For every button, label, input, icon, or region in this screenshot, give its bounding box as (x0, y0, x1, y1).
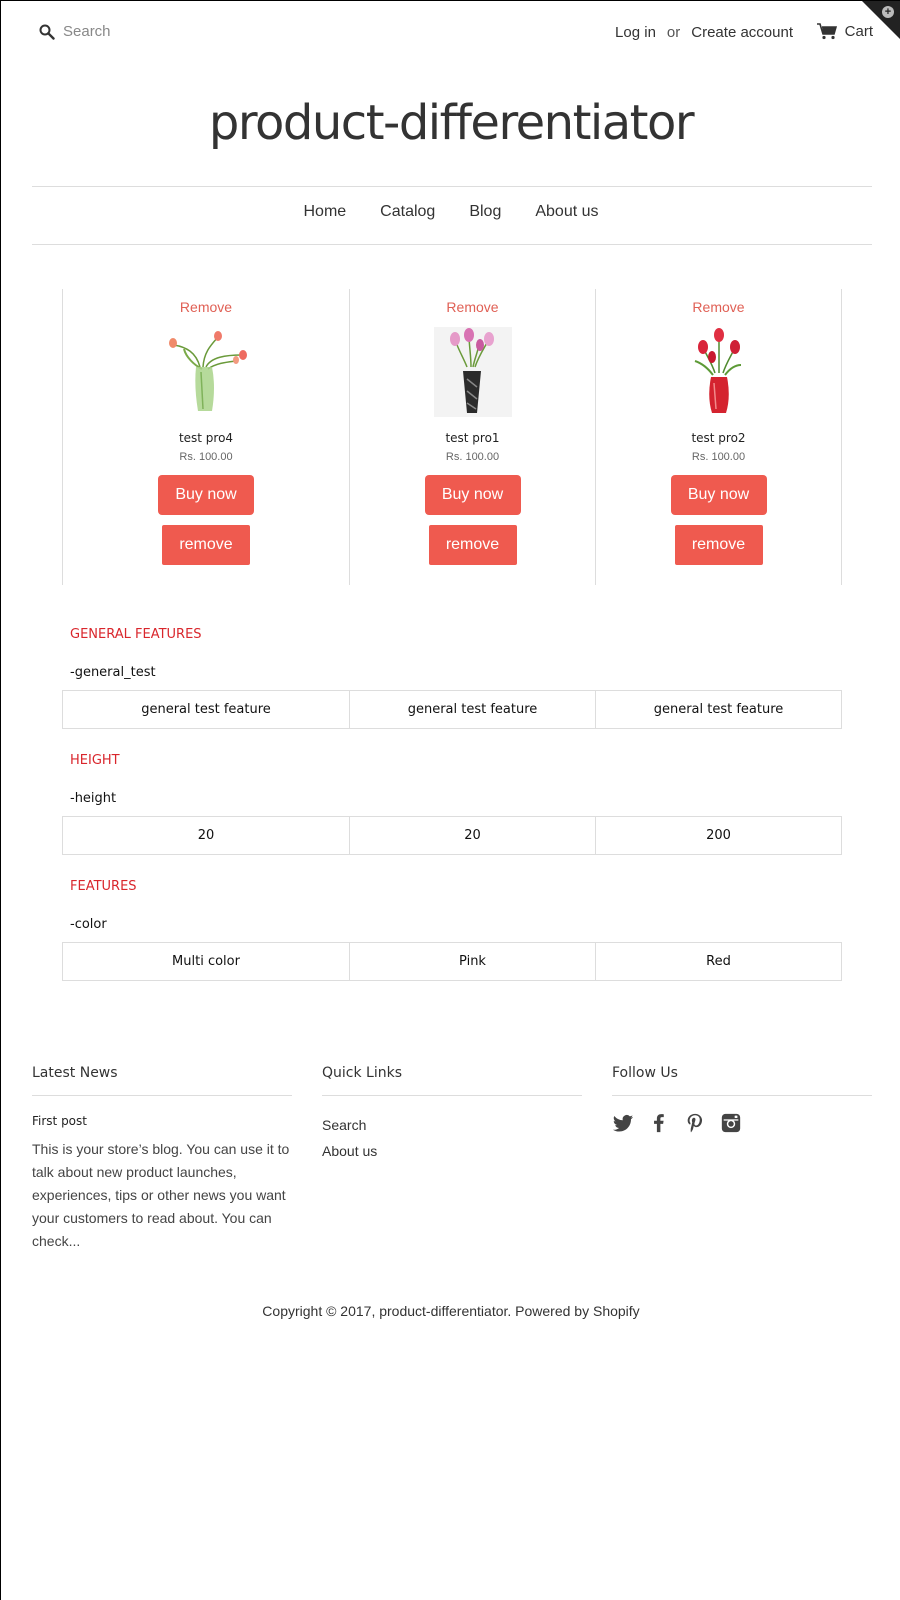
remove-link[interactable]: Remove (446, 299, 499, 315)
cart-link[interactable] (817, 23, 873, 40)
pinterest-icon[interactable] (684, 1112, 706, 1134)
nav-bottom-divider (32, 244, 872, 245)
product-image-tulips-black-vase[interactable] (423, 327, 523, 417)
quick-links-list (322, 1112, 582, 1164)
nav-item-blog[interactable]: Blog (469, 203, 502, 220)
social-icons (612, 1112, 872, 1134)
footer-heading: Follow Us (612, 1065, 872, 1096)
nav-top-divider (32, 186, 872, 187)
remove-link[interactable]: Remove (179, 299, 233, 315)
admin-bar-toggle-icon[interactable]: + (882, 6, 894, 18)
search-input[interactable] (63, 23, 263, 40)
product-image-tulips-green-vase[interactable] (156, 327, 256, 417)
feature-name: -height (70, 791, 117, 806)
blog-post-excerpt: This is your store’s blog. You can use it to talk about new product launches, experiences, tips or other news you want your customers to read about. You can check... (32, 1141, 290, 1249)
feature-row (62, 816, 842, 855)
feature-row (62, 690, 842, 729)
remove-button[interactable]: remove (429, 525, 517, 565)
facebook-icon[interactable] (648, 1112, 670, 1134)
account-links (615, 24, 793, 41)
cart-icon (817, 23, 837, 40)
cart-label: Cart (844, 23, 873, 40)
feature-value: general test feature (349, 691, 595, 728)
footer-heading: Latest News (32, 1065, 292, 1096)
footer-follow-us (612, 1065, 872, 1134)
nav-item-catalog[interactable]: Catalog (380, 203, 436, 220)
remove-button[interactable]: remove (162, 525, 250, 565)
feature-name: -general_test (70, 665, 156, 680)
feature-group-title: HEIGHT (70, 753, 120, 768)
nav-item-home[interactable]: Home (303, 203, 347, 220)
feature-value: 20 (62, 817, 349, 854)
blog-post-title[interactable]: First post (32, 1114, 87, 1128)
quick-link-about-us[interactable]: About us (322, 1143, 378, 1159)
remove-button[interactable]: remove (675, 525, 763, 565)
product-column (62, 289, 349, 585)
product-column (349, 289, 595, 585)
feature-row (62, 942, 842, 981)
product-name[interactable]: test pro4 (178, 431, 234, 445)
product-price: Rs. 100.00 (691, 451, 746, 463)
create-account-link[interactable]: Create account (691, 24, 793, 41)
feature-name: -color (70, 917, 107, 932)
search-form (39, 23, 263, 40)
site-title[interactable]: product-differentiator (208, 95, 694, 151)
nav-item-about-us[interactable]: About us (535, 203, 599, 220)
buy-now-button[interactable]: Buy now (425, 475, 521, 515)
main-nav (1, 203, 900, 221)
search-icon[interactable] (39, 24, 55, 40)
buy-now-button[interactable]: Buy now (158, 475, 254, 515)
product-image-tulips-red-vase[interactable] (669, 327, 769, 417)
feature-value: Multi color (62, 943, 349, 980)
or-separator: or (666, 24, 681, 41)
feature-value: 200 (595, 817, 842, 854)
footer-heading: Quick Links (322, 1065, 582, 1096)
footer-latest-news (32, 1065, 292, 1253)
feature-value: Red (595, 943, 842, 980)
feature-value: 20 (349, 817, 595, 854)
buy-now-button[interactable]: Buy now (671, 475, 767, 515)
feature-value: Pink (349, 943, 595, 980)
product-price: Rs. 100.00 (445, 451, 500, 463)
remove-link[interactable]: Remove (692, 299, 745, 315)
product-column (595, 289, 842, 585)
product-price: Rs. 100.00 (179, 451, 233, 463)
footer-quick-links (322, 1065, 582, 1164)
feature-group-title: FEATURES (70, 879, 137, 894)
product-name[interactable]: test pro2 (691, 431, 746, 445)
quick-link-search[interactable]: Search (322, 1117, 367, 1133)
top-bar (1, 19, 900, 49)
copyright-text: Copyright © 2017, product-differentiator. Powered by Shopify (262, 1303, 640, 1319)
product-name[interactable]: test pro1 (445, 431, 500, 445)
login-link[interactable]: Log in (615, 24, 656, 41)
product-compare-row (62, 289, 842, 585)
feature-value: general test feature (595, 691, 842, 728)
instagram-icon[interactable] (720, 1112, 742, 1134)
feature-group-title: GENERAL FEATURES (70, 627, 202, 642)
feature-value: general test feature (62, 691, 349, 728)
twitter-icon[interactable] (612, 1112, 634, 1134)
